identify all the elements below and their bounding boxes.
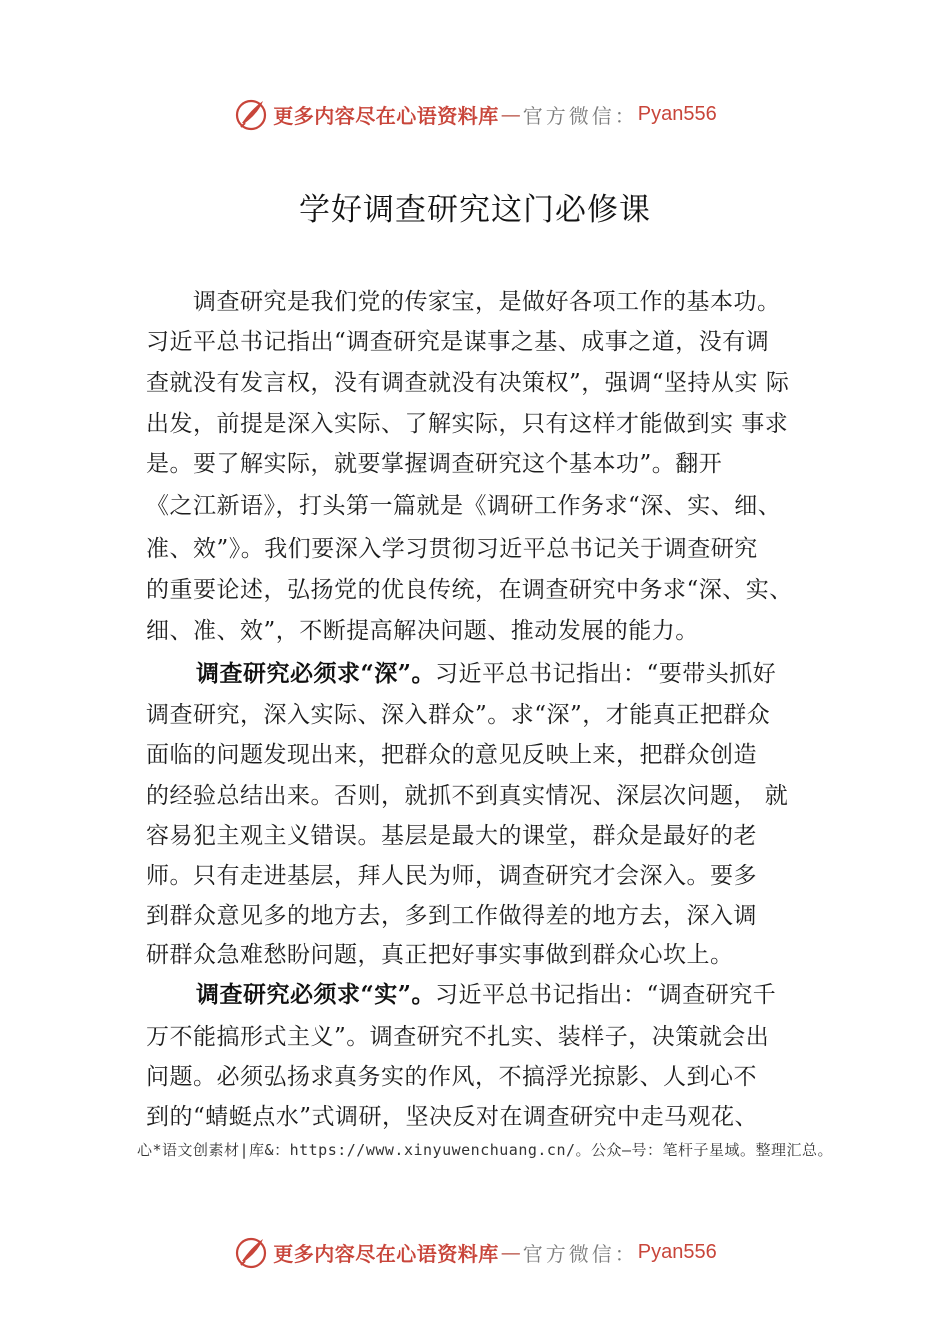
paragraph-lead-text: 习近平总书记指出：“要带头抓好 bbox=[434, 661, 777, 687]
quill-pen-logo-icon bbox=[233, 96, 269, 132]
paragraph-heading-deep: 调查研究必须求“深”。 bbox=[196, 660, 435, 687]
body-line: 容易犯主观主义错误。基层是最大的课堂，群众是最好的老 bbox=[146, 823, 757, 849]
banner-site-name: 更多内容尽在心语资料库 bbox=[273, 103, 499, 128]
body-line: 万不能搞形式主义”。调查研究不扎实、装样子，决策就会出 bbox=[146, 1024, 770, 1050]
banner-wechat-label: 官方微信： bbox=[522, 1241, 638, 1266]
paragraph-heading-solid: 调查研究必须求“实”。 bbox=[196, 981, 435, 1008]
banner-dash: — bbox=[500, 1240, 521, 1264]
banner-wechat-label: 官方微信： bbox=[522, 103, 638, 128]
body-line: 师。只有走进基层，拜人民为师，调查研究才会深入。要多 bbox=[146, 863, 757, 889]
banner-site-name: 更多内容尽在心语资料库 bbox=[273, 1241, 499, 1266]
header-banner bbox=[0, 94, 950, 134]
banner-wechat-id: Pyan556 bbox=[637, 102, 717, 125]
body-line: 调查研究，深入实际、深入群众”。求“深”，才能真正把群众 bbox=[146, 702, 771, 728]
quill-pen-logo-icon bbox=[233, 1234, 269, 1270]
body-line: 《之江新语》，打头第一篇就是《调研工作务求“深、实、细、 bbox=[146, 493, 782, 519]
paragraph-lead-line bbox=[196, 655, 776, 688]
body-line: 问题。必须弘扬求真务实的作风，不搞浮光掠影、人到心不 bbox=[146, 1064, 757, 1090]
footer-banner bbox=[0, 1232, 950, 1272]
banner-wechat-id: Pyan556 bbox=[637, 1240, 717, 1263]
body-line: 是。要了解实际，就要掌握调查研究这个基本功”。翻开 bbox=[146, 451, 723, 477]
paragraph-lead-text: 习近平总书记指出：“调查研究千 bbox=[434, 982, 777, 1008]
paragraph-lead-line bbox=[196, 976, 776, 1009]
source-footer-note: 心*语文创素材|库&：https://www.xinyuwenchuang.cn/。公众—号：笔杆子星域。整理汇总。 bbox=[137, 1141, 834, 1159]
body-line: 到群众意见多的地方去，多到工作做得差的地方去，深入调 bbox=[146, 903, 757, 929]
document-title: 学好调查研究这门必修课 bbox=[299, 192, 651, 228]
body-line: 的经验总结出来。否则，就抓不到真实情况、深层次问题， 就 bbox=[146, 783, 789, 809]
body-line: 面临的问题发现出来，把群众的意见反映上来，把群众创造 bbox=[146, 742, 757, 768]
body-line: 准、效”》。我们要深入学习贯彻习近平总书记关于调查研究 bbox=[146, 536, 758, 562]
body-line: 查就没有发言权，没有调查就没有决策权”，强调“坚持从实 际 bbox=[146, 370, 790, 396]
body-line: 细、准、效”，不断提高解决问题、推动发展的能力。 bbox=[146, 618, 699, 644]
body-line: 到的“蜻蜓点水”式调研，坚决反对在调查研究中走马观花、 bbox=[146, 1104, 759, 1130]
body-line: 研群众急难愁盼问题，真正把好事实事做到群众心坎上。 bbox=[146, 942, 734, 968]
body-line: 调查研究是我们党的传家宝，是做好各项工作的基本功。 bbox=[146, 289, 781, 315]
body-line: 的重要论述，弘扬党的优良传统，在调查研究中务求“深、实、 bbox=[146, 577, 793, 603]
banner-dash: — bbox=[500, 102, 521, 126]
body-line: 习近平总书记指出“调查研究是谋事之基、成事之道，没有调 bbox=[146, 329, 770, 355]
body-line: 出发，前提是深入实际、了解实际，只有这样才能做到实 事求 bbox=[146, 411, 789, 437]
